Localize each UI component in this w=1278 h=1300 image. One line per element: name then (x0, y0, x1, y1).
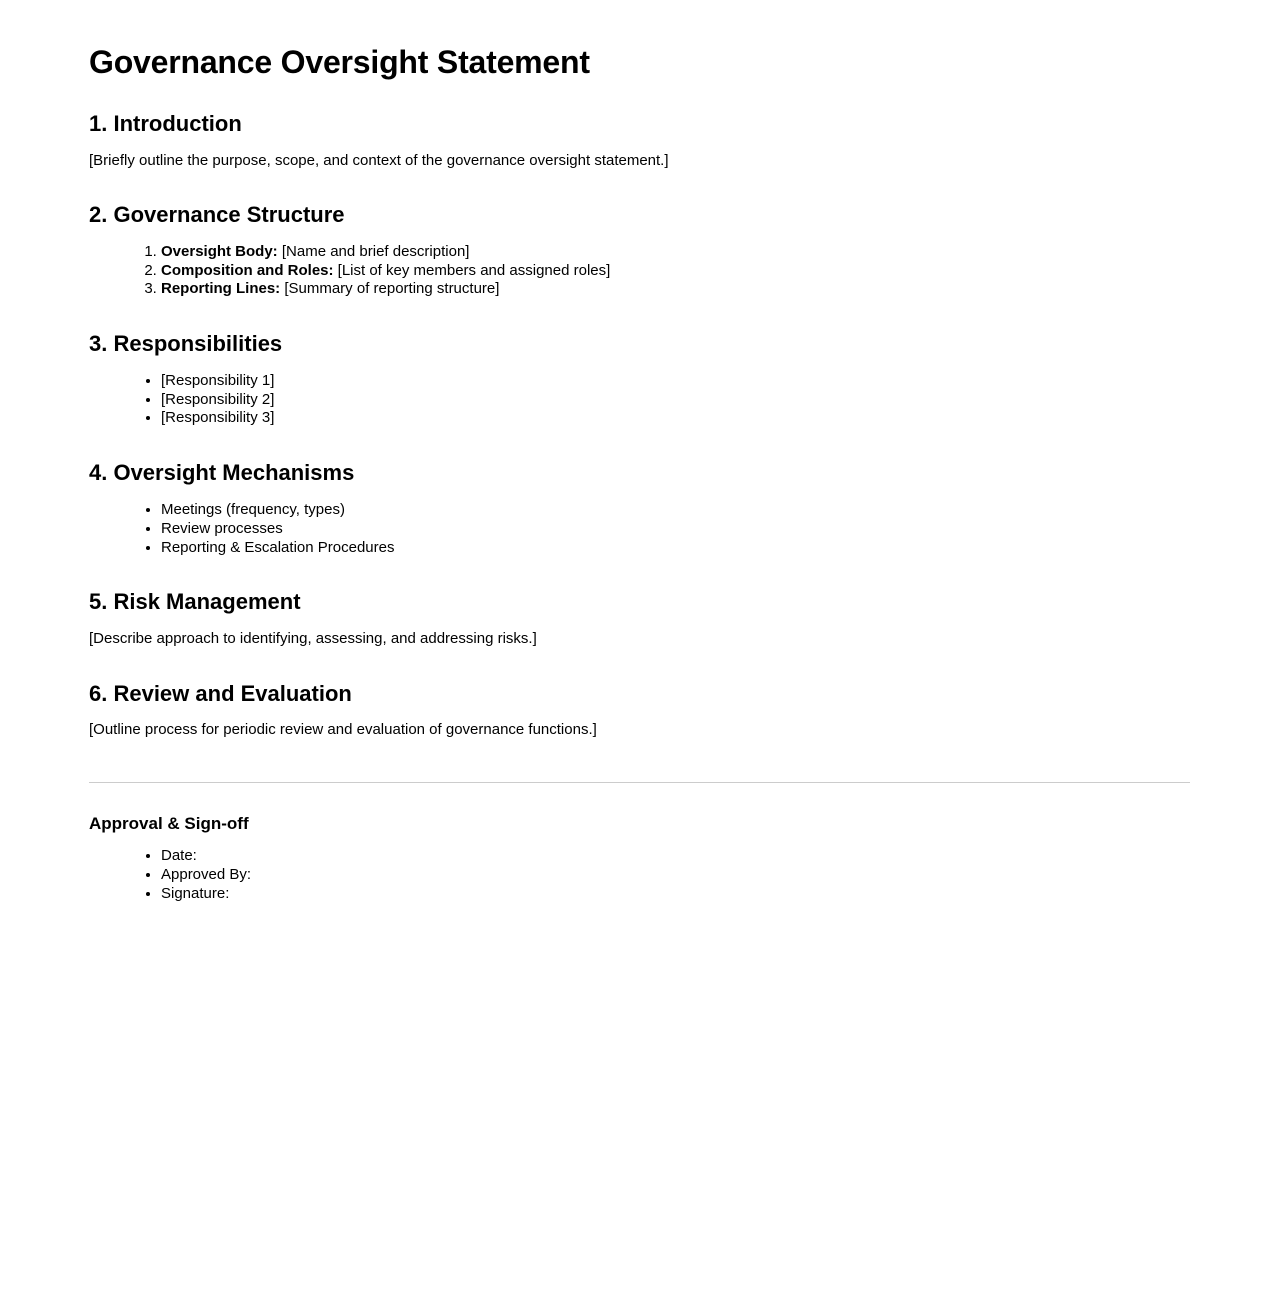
oversight-mechanisms-list (89, 501, 1190, 558)
section-responsibilities (89, 331, 1190, 428)
responsibilities-list (89, 372, 1190, 429)
section-paragraph-introduction: [Briefly outline the purpose, scope, and context of the governance oversight statement.] (89, 151, 669, 169)
section-governance-structure (89, 202, 1190, 299)
section-heading-governance-structure: 2. Governance Structure (89, 202, 345, 228)
list-item-lead: Oversight Body: (161, 242, 278, 260)
signoff-list (89, 847, 1190, 904)
list-item (161, 262, 1190, 281)
section-introduction (89, 111, 1190, 170)
section-heading-oversight-mechanisms: 4. Oversight Mechanisms (89, 460, 355, 486)
section-heading-risk-management: 5. Risk Management (89, 589, 301, 615)
list-item-lead: Composition and Roles: (161, 261, 334, 279)
section-divider (89, 782, 1190, 783)
list-item: • [Responsibility 2] (161, 391, 1190, 410)
signoff-heading: Approval & Sign-off (89, 813, 249, 833)
section-heading-introduction: 1. Introduction (89, 111, 242, 137)
list-item: • Review processes (161, 520, 1190, 539)
list-item (161, 280, 1190, 299)
list-item: • Meetings (frequency, types) (161, 501, 1190, 520)
list-item: • Reporting & Escalation Procedures (161, 539, 1190, 558)
section-approval-signoff (89, 814, 1190, 904)
section-heading-review-and-evaluation: 6. Review and Evaluation (89, 680, 352, 706)
section-oversight-mechanisms (89, 460, 1190, 557)
section-review-and-evaluation (89, 681, 1190, 740)
list-item: • Signature: (161, 885, 1190, 904)
list-item-text: [Name and brief description] (277, 242, 470, 260)
list-item: • Date: (161, 847, 1190, 866)
section-paragraph-review-and-evaluation: [Outline process for periodic review and evaluation of governance functions.] (89, 720, 597, 738)
list-item (161, 243, 1190, 262)
list-item: • [Responsibility 3] (161, 409, 1190, 428)
section-risk-management (89, 589, 1190, 648)
section-heading-responsibilities: 3. Responsibilities (89, 331, 283, 357)
list-item-text: [Summary of reporting structure] (280, 280, 500, 298)
list-item: • [Responsibility 1] (161, 372, 1190, 391)
list-item: • Approved By: (161, 866, 1190, 885)
list-item-lead: Reporting Lines: (161, 280, 281, 298)
section-paragraph-risk-management: [Describe approach to identifying, assessing, and addressing risks.] (89, 629, 537, 647)
list-item-text: [List of key members and assigned roles] (333, 261, 611, 279)
governance-structure-list (89, 243, 1190, 300)
page-title: Governance Oversight Statement (89, 44, 590, 80)
